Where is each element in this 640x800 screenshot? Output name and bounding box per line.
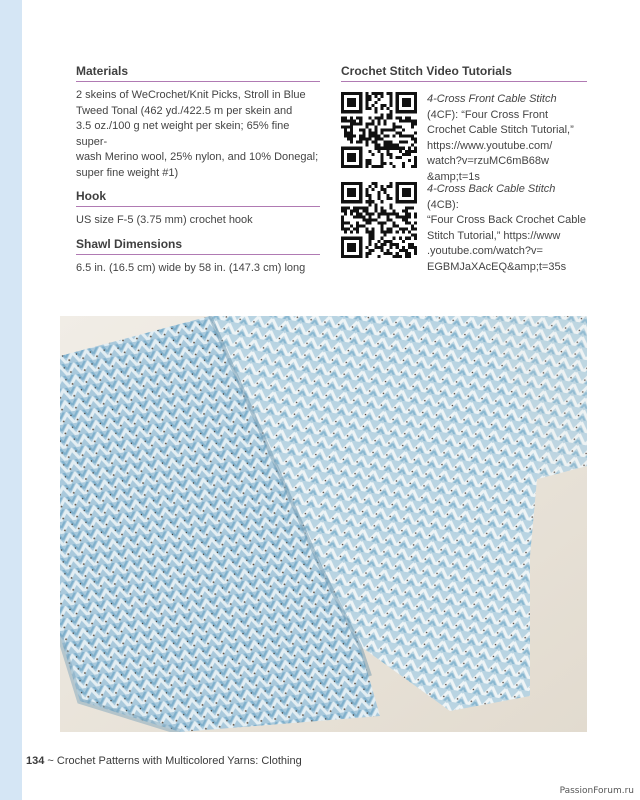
- left-column: [76, 64, 320, 284]
- page-footer: [26, 755, 302, 767]
- materials-line: 2 skeins of WeCrochet/Knit Picks, Stroll in Blue: [76, 89, 306, 101]
- tutorial-line: Stitch Tutorial,” https://www: [427, 229, 561, 242]
- dimensions-text: 6.5 in. (16.5 cm) wide by 58 in. (147.3 cm) long: [76, 261, 306, 274]
- materials-line: wash Merino wool, 25% nylon, and 10% Donegal;: [76, 151, 319, 163]
- page-number: 134: [26, 755, 45, 767]
- materials-text: [76, 88, 320, 181]
- hook-text: US size F-5 (3.75 mm) crochet hook: [76, 214, 253, 226]
- materials-line: Tweed Tonal (462 yd./422.5 m per skein and: [76, 104, 293, 117]
- tutorial-line: “Four Cross Back Crochet Cable: [427, 214, 586, 226]
- watermark: PassionForum.ru: [559, 786, 634, 796]
- tutorial-item-4cf: [341, 92, 587, 182]
- tutorial-item-4cb: [341, 182, 587, 273]
- tutorial-line: (4CB):: [427, 198, 459, 211]
- tutorial-text: [427, 182, 589, 275]
- shawl-illustration: [60, 316, 587, 732]
- crocheted-shawl-photo: [60, 316, 587, 732]
- hook-heading: Hook: [76, 189, 320, 207]
- tutorial-text: [427, 92, 589, 185]
- footer-title: Crochet Patterns with Multicolored Yarns: Clothing: [56, 755, 302, 767]
- footer-separator: ~: [47, 755, 54, 767]
- tutorial-link[interactable]: EGBMJaXAcEQ&amp;t=35s: [427, 260, 567, 273]
- materials-line: super fine weight #1): [76, 166, 179, 179]
- tutorial-title: 4-Cross Front Cable Stitch: [427, 93, 557, 105]
- right-column: [341, 64, 587, 273]
- tutorial-line: (4CF): “Four Cross Front: [427, 108, 549, 121]
- tutorial-link[interactable]: watch?v=rzuMC6mB68w: [427, 155, 549, 167]
- materials-line: 3.5 oz./100 g net weight per skein; 65% fine super-: [76, 120, 290, 148]
- tutorial-line: Crochet Cable Stitch Tutorial,”: [427, 124, 574, 136]
- tutorial-title: 4-Cross Back Cable Stitch: [427, 183, 556, 195]
- qr-code-icon[interactable]: [341, 92, 417, 168]
- qr-code-icon[interactable]: [341, 182, 417, 258]
- tutorial-link[interactable]: .youtube.com/watch?v=: [427, 245, 543, 257]
- tutorials-heading: Crochet Stitch Video Tutorials: [341, 64, 587, 82]
- tutorial-link[interactable]: &amp;t=1s: [427, 170, 480, 183]
- tutorial-link[interactable]: https://www.youtube.com/: [427, 139, 553, 152]
- side-color-strip: [0, 0, 22, 800]
- dimensions-heading: Shawl Dimensions: [76, 237, 320, 255]
- materials-heading: Materials: [76, 64, 320, 82]
